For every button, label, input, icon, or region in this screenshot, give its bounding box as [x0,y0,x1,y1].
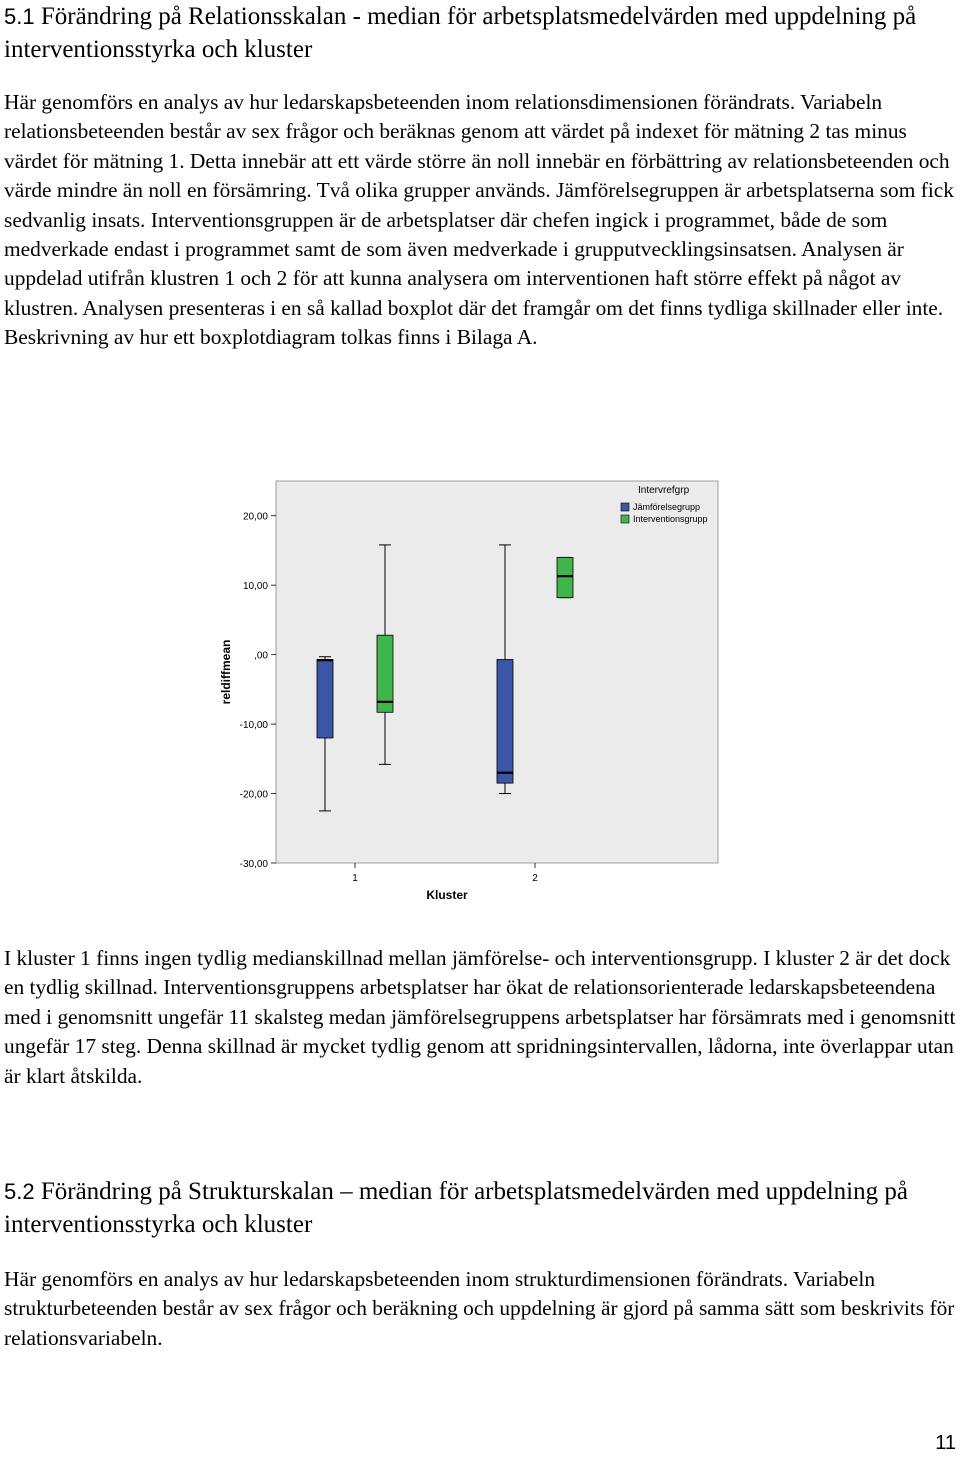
y-tick-label: 20,00 [242,511,268,523]
box [557,557,573,597]
section-heading-5-1 [4,0,954,66]
box [317,659,333,737]
y-axis [240,512,276,870]
section-number: 5.2 [4,1179,35,1204]
section-title: Förändring på Strukturskalan – median för arbetsplatsmedelvärden med uppdelning på interventionsstyrka och kluster [4,1178,908,1238]
boxplot-svg [210,475,730,905]
page-number: 11 [935,1432,956,1454]
y-tick-label: -30,00 [239,859,268,870]
structure-paragraph: Här genomförs en analys av hur ledarskapsbeteenden inom strukturdimensionen förändrats. Variabeln strukturbeteenden består av sex frågor och beräkning och uppdelning är gjord på samma sätt som beskrivits för relationsvariabeln. [4,1267,955,1350]
legend-swatch-interventionsgrupp [621,515,629,523]
x-axis [352,863,538,884]
section-title: Förändring på Relationsskalan - median för arbetsplatsmedelvärden med uppdelning på interventionsstyrka och kluster [4,3,917,63]
y-tick-label: -20,00 [239,789,268,801]
legend-title: Intervrefgrp [638,485,690,496]
section-heading-5-2 [4,1175,954,1241]
x-axis-label: Kluster [426,888,468,902]
legend-entry-interventionsgrupp: Interventionsgrupp [633,514,708,524]
box [497,659,513,783]
x-tick-label: 2 [532,873,538,884]
y-axis-label: reldiffmean [219,639,233,705]
boxplot-chart [210,475,730,905]
y-tick-label: ,00 [254,650,268,662]
section-number: 5.1 [4,4,35,29]
x-tick-label: 1 [352,873,358,884]
y-tick-label: 10,00 [242,581,268,593]
legend-entry-jamforelsegrupp: Jämförelsegrupp [633,502,701,512]
intro-paragraph: Här genomförs en analys av hur ledarskapsbeteenden inom relationsdimensionen förändrats. Variabeln relationsbeteenden består av sex frågor och beräknas genom att värdet på indexet för mätning 2 tas minus värdet för mätning 1. Detta innebär att ett värde större än noll innebär en förbättring av relationsbeteenden och värde mindre än noll en försämring. Två olika grupper används. Jämförelsegruppen är arbetsplatserna som fick sedvanlig insats. Interventionsgruppen är de arbetsplatser där chefen ingick i programmet, både de som medverkade endast i programmet samt de som även medverkade i grupputvecklingsinsatsen. Analysen är uppdelad utifrån klustren 1 och 2 för att kunna analysera om interventionen haft större effekt på något av klustren. Analysen presenteras i en så kallad boxplot där det framgår om det finns tydliga skillnader eller inte. Beskrivning av hur ett boxplotdiagram tolkas finns i Bilaga A. [4,90,954,350]
legend-swatch-jamforelsegrupp [621,503,629,511]
box [377,635,393,712]
analysis-paragraph: I kluster 1 finns ingen tydlig medianskillnad mellan jämförelse- och interventionsgrupp. I kluster 2 är det dock en tydlig skillnad. Interventionsgruppens arbetsplatser har ökat de relationsorienterade ledarskapsbeteendena med i genomsnitt ungefär 11 skalsteg medan jämförelsegruppens arbetsplatser har försämrats med i genomsnitt ungefär 17 steg. Denna skillnad är mycket tydlig genom att spridningsintervallen, lådorna, inte överlappar utan är klart åtskilda. [4,946,956,1088]
y-tick-label: -10,00 [239,720,268,732]
